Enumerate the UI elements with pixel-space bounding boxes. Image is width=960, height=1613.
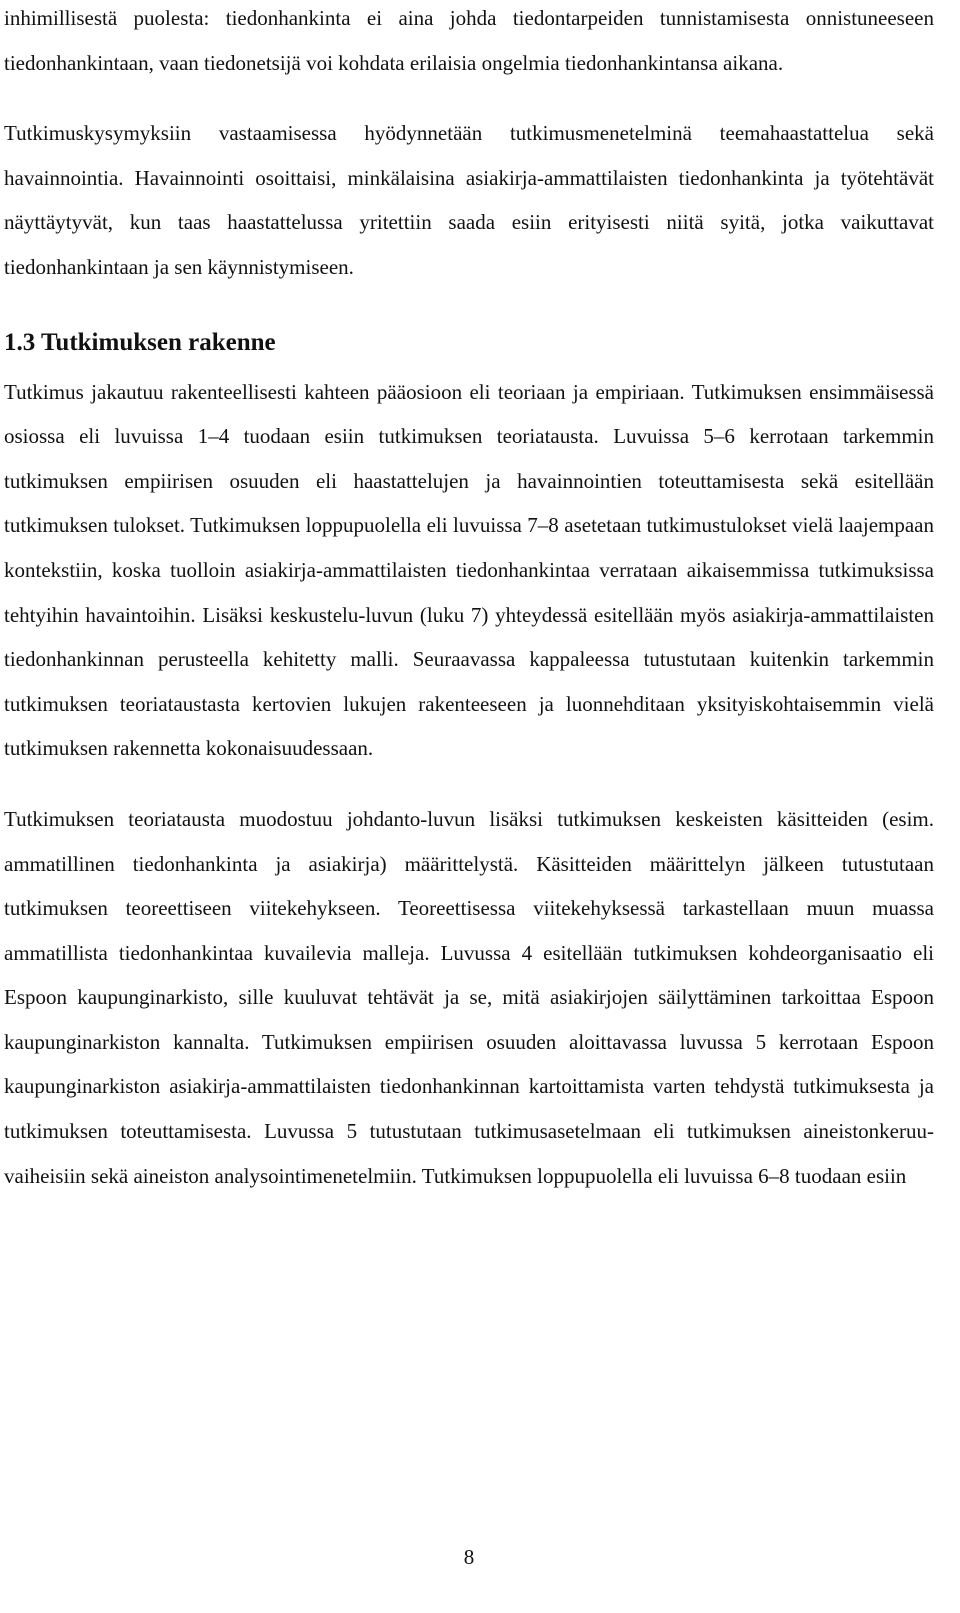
paragraph-methods: Tutkimuskysymyksiin vastaamisessa hyödynnetään tutkimusmenetelminä teemahaastattelua sekä havainnointia. Havainnointi osoittaisi, minkälaisina asiakirja-ammattilaisten tiedonhankinta ja työtehtävät näyttäytyvät, kun taas haastattelussa yritettiin saada esiin erityisesti niitä syitä, jotka vaikuttavat tiedonhankintaan ja sen käynnistymiseen. xyxy=(4,121,934,279)
section-heading: 1.3 Tutkimuksen rakenne xyxy=(4,328,276,356)
paragraph-theory: Tutkimuksen teoriatausta muodostuu johdanto-luvun lisäksi tutkimuksen keskeisten käsitteiden (esim. ammatillinen tiedonhankinta ja asiakirja) määrittelystä. Käsitteiden määrittelyn jälkeen tutustutaan tutkimuksen teoreettiseen viitekehykseen. Teoreettisessa viitekehyksessä tarkastellaan muun muassa ammatillista tiedonhankintaa kuvailevia malleja. Luvussa 4 esitellään tutkimuksen kohdeorganisaatio eli Espoon kaupunginarkisto, sille kuuluvat tehtävät ja se, mitä asiakirjojen säilyttäminen tarkoittaa Espoon kaupunginarkiston kannalta. Tutkimuksen empiirisen osuuden aloittavassa luvussa 5 kerrotaan Espoon kaupunginarkiston asiakirja-ammattilaisten tiedonhankinnan kartoittamista varten tehdystä tutkimuksesta ja tutkimuksen toteuttamisesta. Luvussa 5 tutustutaan tutkimusasetelmaan eli tutkimuksen aineistonkeruu-vaiheisiin sekä aineiston analysointimenetelmiin. Tutkimuksen loppupuolella eli luvuissa 6–8 tuodaan esiin xyxy=(4,806,934,1188)
paragraph-structure: Tutkimus jakautuu rakenteellisesti kahteen pääosioon eli teoriaan ja empiriaan. Tutkimuksen ensimmäisessä osiossa eli luvuissa 1–4 tuodaan esiin tutkimuksen teoriatausta. Luvuissa 5–6 kerrotaan tarkemmin tutkimuksen empiirisen osuuden eli haastattelujen ja havainnointien toteuttamisesta sekä esitellään tutkimuksen tulokset. Tutkimuksen loppupuolella eli luvuissa 7–8 asetetaan tutkimustulokset vielä laajempaan kontekstiin, koska tuolloin asiakirja-ammattilaisten tiedonhankintaa verrataan aikaisemmissa tutkimuksissa tehtyihin havaintoihin. Lisäksi keskustelu-luvun (luku 7) yhteydessä esitellään myös asiakirja-ammattilaisten tiedonhankinnan perusteella kehitetty malli. Seuraavassa kappaleessa tutustutaan kuitenkin tarkemmin tutkimuksen teoriataustasta kertovien lukujen rakenteeseen ja luonnehditaan yksityiskohtaisemmin vielä tutkimuksen rakennetta kokonaisuudessaan. xyxy=(4,379,934,761)
paragraph-intro-end: inhimillisestä puolesta: tiedonhankinta ei aina johda tiedontarpeiden tunnistamisesta onnistuneeseen tiedonhankintaan, vaan tiedonetsijä voi kohdata erilaisia ongelmia tiedonhankintansa aikana. xyxy=(4,6,934,75)
document-page xyxy=(4,0,934,1198)
page-number: 8 xyxy=(463,1545,475,1569)
